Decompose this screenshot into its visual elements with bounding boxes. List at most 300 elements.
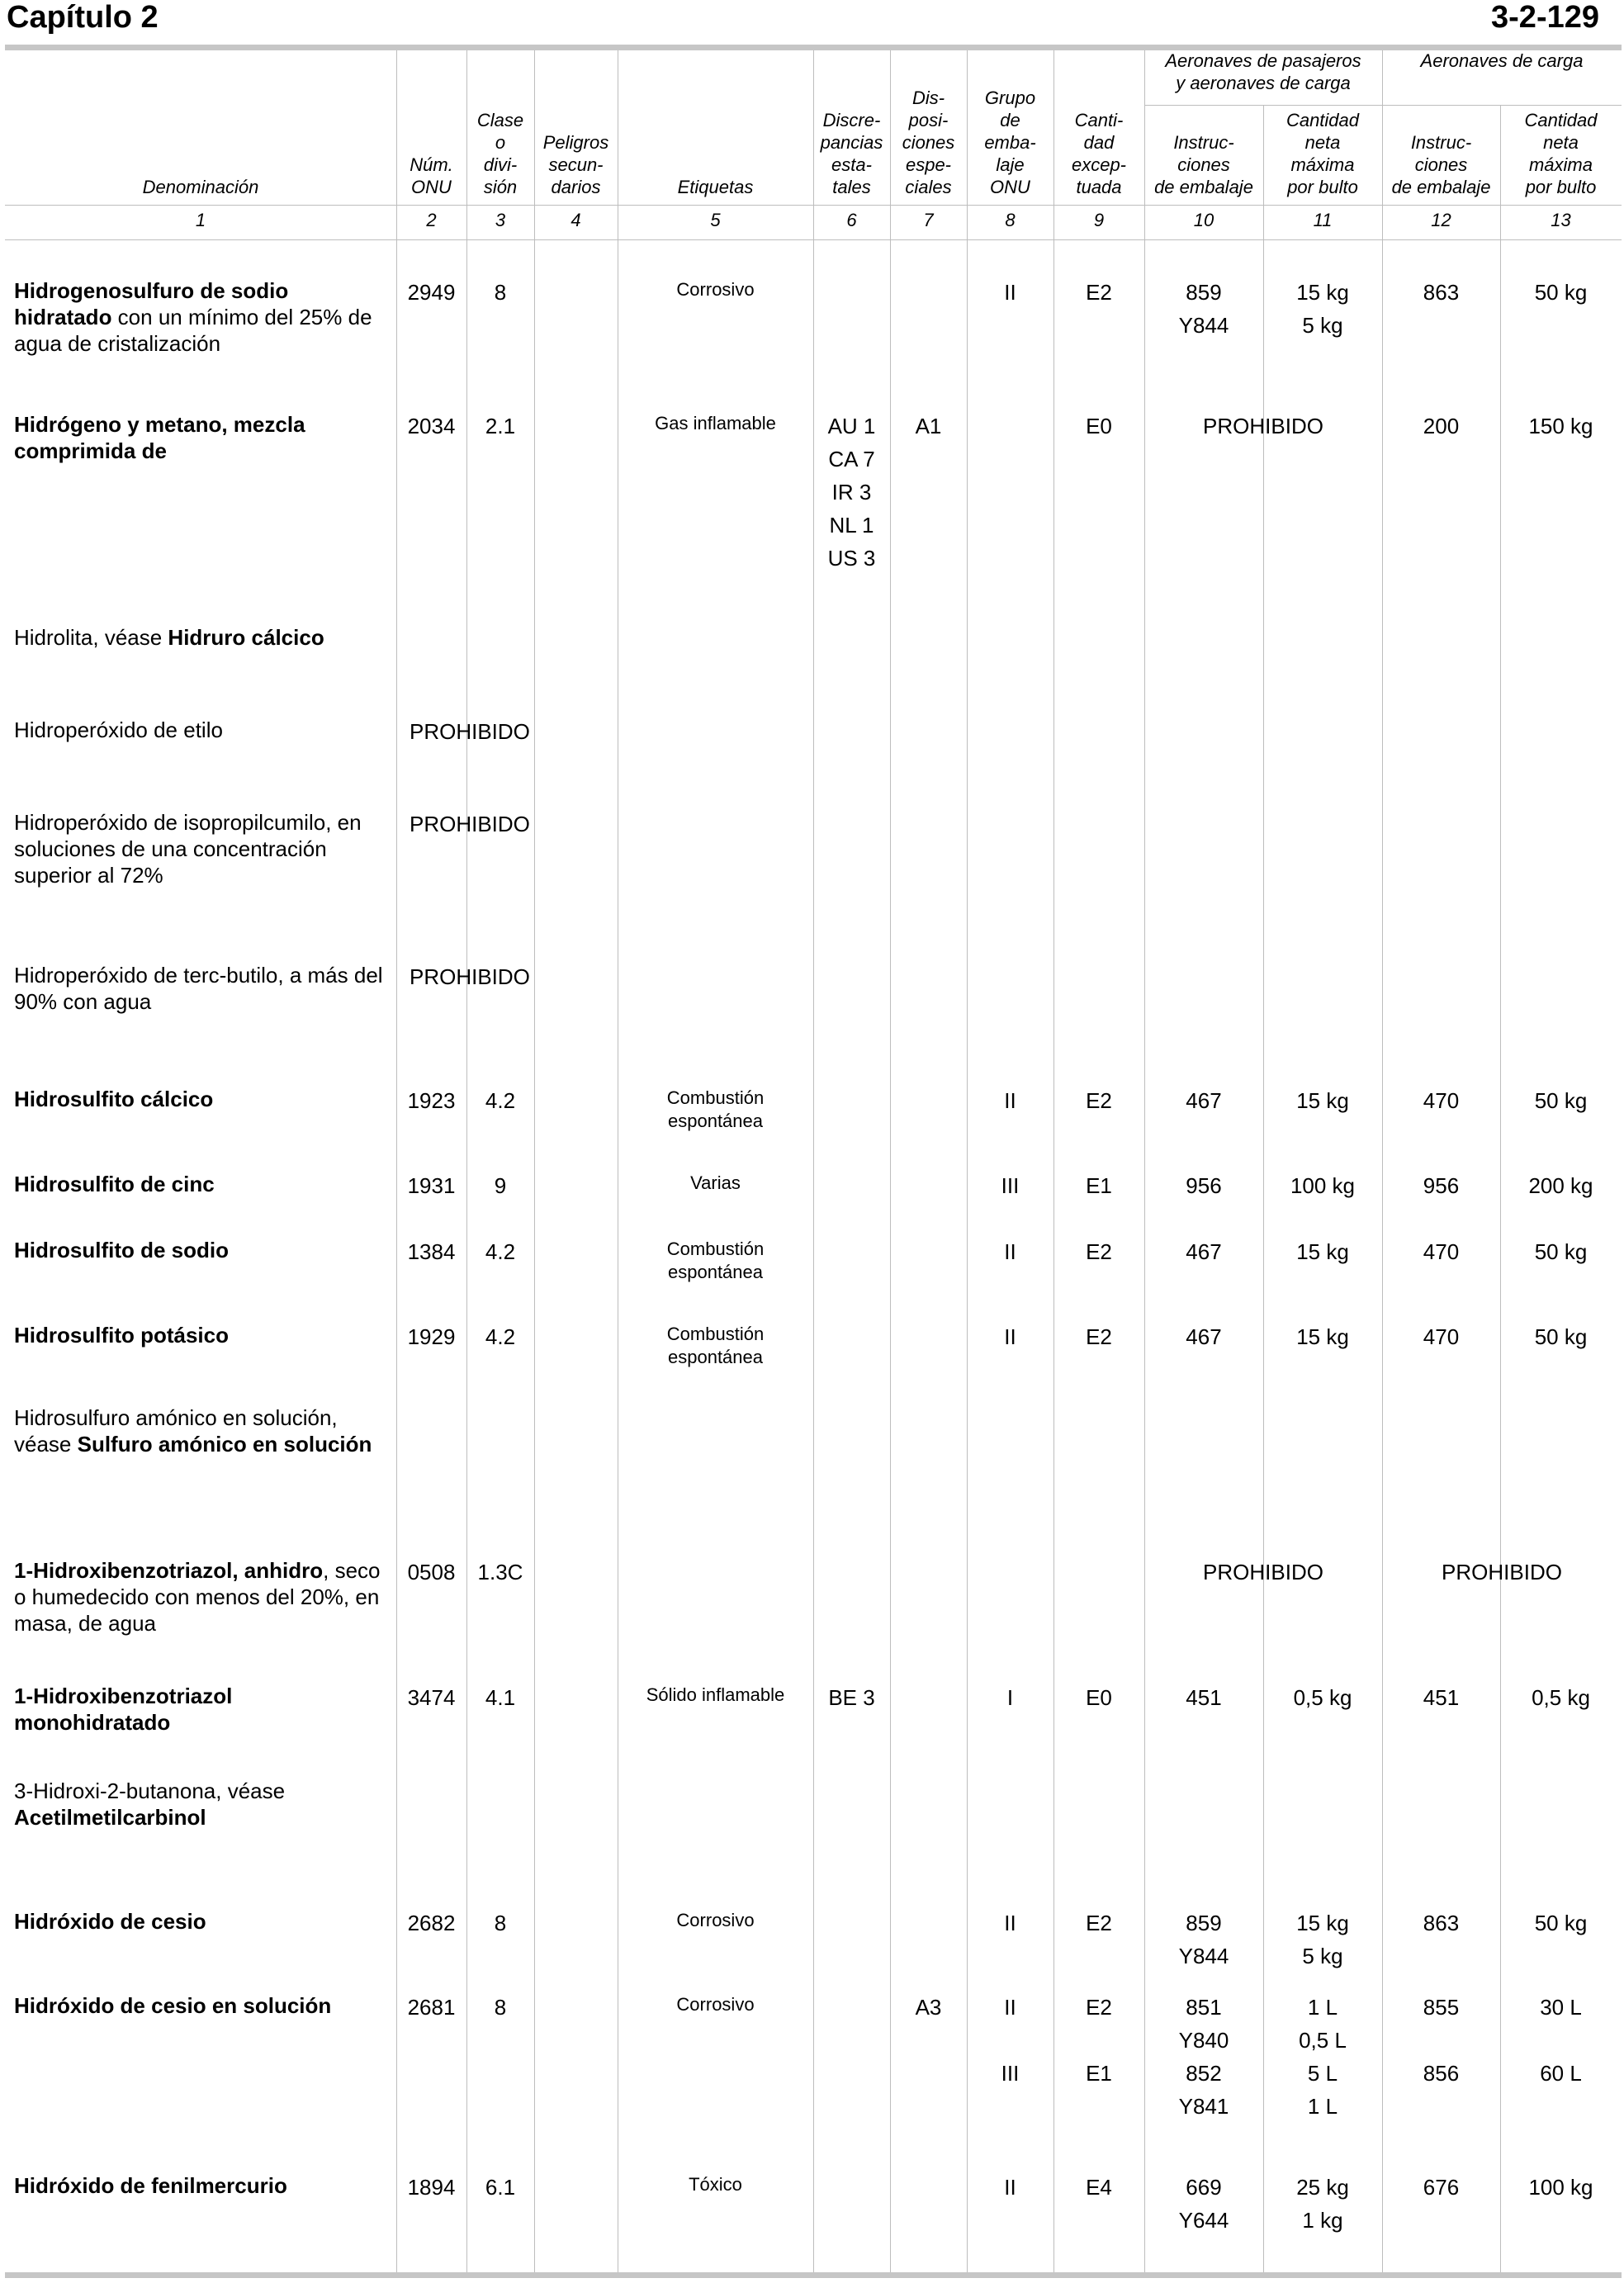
packing-group-line: III [1001,1173,1020,1198]
entry-name [14,624,390,651]
column-header-line: por bulto [1525,177,1597,197]
state-variation-line: IR 3 [831,480,872,504]
column-number: 10 [1193,210,1214,230]
column-header-line: laje [996,154,1025,175]
forbidden-text: PROHIBIDO [410,964,530,989]
hazard-label [618,1172,813,1195]
hazard-label-line: Sólido inflamable [646,1684,785,1705]
pax-max-quantity [1263,2171,1382,2237]
column-header [1382,131,1500,198]
column-header [890,87,967,198]
cao-max-quantity [1500,1991,1622,2090]
column-header-line: secun- [548,154,604,175]
un-number: 1384 [407,1239,456,1264]
entry-name [14,717,390,743]
hazard-label-line: Varias [690,1172,741,1193]
un-number: 0508 [407,1560,456,1584]
pax-packing-instruction [1144,1169,1263,1202]
excepted-quantity-line: E1 [1086,1173,1112,1198]
entry-name [14,809,390,888]
column-header-line: ciales [905,177,952,197]
packing-group [967,1681,1053,1714]
hazard-label-line: Corrosivo [676,1994,755,2015]
state-variation-line: AU 1 [827,414,876,438]
entry-name [14,1086,390,1112]
entry-name-bold: Hidróxido de cesio [14,1909,206,1934]
cao-max-quantity-line: 150 kg [1528,414,1593,438]
column-header-line: divi- [483,154,518,175]
cao-max-quantity-line: 0,5 kg [1532,1685,1590,1710]
column-header-line: de [1000,110,1020,130]
pax-max-quantity-line: 5 kg [1302,313,1343,338]
column-header [1263,109,1382,198]
cao-packing-instruction [1382,276,1500,309]
pax-forbidden-text: PROHIBIDO [1203,414,1323,438]
pax-max-quantity [1263,1169,1382,1202]
column-header [5,176,396,198]
class-division: 4.2 [485,1239,516,1264]
packing-group-line: II [1004,1239,1016,1264]
column-header-line: Denominación [142,177,259,197]
cao-max-quantity [1500,1906,1622,1940]
state-variation-line: US 3 [827,546,876,571]
class-division: 8 [494,1911,507,1935]
class-division: 4.2 [485,1324,516,1349]
cao-packing-instruction [1382,410,1500,443]
group-header-cargo: Aeronaves de carga [1420,50,1584,71]
pax-packing-instruction-line: 859 [1186,280,1222,305]
pax-packing-instruction-line: 852 [1186,2061,1222,2086]
pax-max-quantity-line: 1 L [1307,1995,1338,2020]
column-header-line: máxima [1290,154,1355,175]
cao-max-quantity [1500,1681,1622,1714]
column-header-line: neta [1543,132,1579,153]
entry-name-bold: Hidrosulfito de cinc [14,1172,215,1196]
pax-packing-instruction-line: 859 [1186,1911,1222,1935]
pax-packing-instruction [1144,1906,1263,1973]
packing-group [967,1991,1053,2090]
pax-max-quantity-line: 15 kg [1296,1088,1349,1113]
column-header [1144,131,1263,198]
packing-group-line: II [1004,1995,1016,2020]
cao-max-quantity-line: 50 kg [1534,1088,1588,1113]
cao-forbidden-text: PROHIBIDO [1442,1560,1562,1584]
excepted-quantity-line: E2 [1086,280,1112,305]
entry-name [14,1683,390,1736]
packing-group-line: II [1004,1088,1016,1113]
page-number: 3-2-129 [1491,0,1599,35]
cao-packing-instruction-line: 470 [1423,1324,1460,1349]
column-header-line: ONU [411,177,452,197]
column-header-line: excep- [1071,154,1127,175]
un-number: 1931 [407,1173,456,1198]
excepted-quantity [1053,1681,1144,1714]
column-header-line: esta- [831,154,872,175]
column-header [967,87,1053,198]
cao-max-quantity [1500,1235,1622,1268]
pax-max-quantity-line: 15 kg [1296,280,1349,305]
chapter-title: Capítulo 2 [7,0,159,35]
cao-max-quantity [1500,2171,1622,2204]
hazard-label-line: Combustión [666,1239,765,1259]
column-header-line: Cantidad [1285,110,1360,130]
column-header-line: por bulto [1287,177,1358,197]
packing-group-line: I [1006,1685,1014,1710]
pax-max-quantity [1263,1906,1382,1973]
entry-name [14,411,390,464]
column-number: 13 [1551,210,1571,230]
pax-packing-instruction-line: Y844 [1178,313,1229,338]
cao-packing-instruction [1382,1681,1500,1714]
column-header-line: emba- [984,132,1036,153]
pax-max-quantity [1263,1235,1382,1268]
column-header [813,109,890,198]
packing-group-line [967,2024,1053,2057]
class-division: 1.3C [477,1560,523,1584]
column-number: 5 [710,210,721,230]
column-header-line: o [495,132,506,153]
excepted-quantity [1053,410,1144,443]
pax-packing-instruction-line: Y844 [1178,1944,1229,1968]
column-header-line: Instruc- [1173,132,1234,153]
hazard-label-line: Tóxico [689,2174,742,2195]
entry-name-text: , seco o humedecido con menos del 20%, en masa, de agua [14,1558,381,1636]
group-header-passenger: Aeronaves de pasajeros y aeronaves de carga [1165,50,1361,93]
excepted-quantity-line: E2 [1086,1239,1112,1264]
column-header-line: neta [1304,132,1341,153]
hazard-label [618,1323,813,1369]
cao-packing-instruction-line: 470 [1423,1239,1460,1264]
column-number: 2 [426,210,437,230]
packing-group [967,1084,1053,1117]
hazard-label-line: Combustión [666,1087,765,1108]
entry-name-text: Hidroperóxido de etilo [14,718,223,742]
cao-max-quantity [1500,1320,1622,1353]
pax-packing-instruction-line: 669 [1186,2175,1222,2200]
column-header-line: ciones [1177,154,1230,175]
column-header-line: ciones [1414,154,1468,175]
pax-max-quantity [1263,276,1382,342]
pax-max-quantity-line: 5 L [1307,2061,1338,2086]
excepted-quantity [1053,276,1144,309]
column-header-line: Grupo [984,88,1036,108]
pax-packing-instruction [1144,1991,1263,2123]
cao-max-quantity-line: 50 kg [1534,280,1588,305]
class-division: 2.1 [485,414,516,438]
hazard-label [618,1684,813,1707]
un-number: 2682 [407,1911,456,1935]
hazard-label [618,278,813,301]
entry-name [14,1322,390,1348]
excepted-quantity-line [1053,2024,1144,2057]
cao-packing-instruction-line: 676 [1423,2175,1460,2200]
class-division: 8 [494,1995,507,2020]
hazard-label-line: espontánea [668,1347,763,1367]
un-number: 1894 [407,2175,456,2200]
state-variation [813,1681,890,1714]
hazard-label-line: Corrosivo [676,279,755,300]
pax-forbidden-text: PROHIBIDO [1203,1560,1323,1584]
column-header-line: Peligros [542,132,609,153]
entry-name [14,1404,390,1457]
pax-packing-instruction-line: Y841 [1178,2094,1229,2119]
pax-max-quantity [1263,1991,1382,2123]
column-header-line: Cantidad [1524,110,1598,130]
pax-packing-instruction-line: 956 [1186,1173,1222,1198]
entry-name [14,1557,390,1636]
column-header-line: de embalaje [1154,177,1253,197]
excepted-quantity-line: E2 [1086,1088,1112,1113]
pax-packing-instruction-line: 467 [1186,1239,1222,1264]
entry-name-text: 3-Hidroxi-2-butanona, véase [14,1779,286,1803]
entry-name-bold: Hidrógeno y metano, mezcla comprimida de [14,412,305,463]
pax-packing-instruction [1144,1235,1263,1268]
cao-packing-instruction [1382,1906,1500,1940]
entry-name-bold: Hidróxido de cesio en solución [14,1993,332,2018]
column-number: 7 [923,210,934,230]
pax-max-quantity [1263,1320,1382,1353]
cao-packing-instruction-line: 451 [1423,1685,1460,1710]
cao-packing-instruction [1382,2171,1500,2204]
cao-packing-instruction-line: 863 [1423,280,1460,305]
pax-packing-instruction [1144,276,1263,342]
cao-max-quantity [1500,1169,1622,1202]
pax-packing-instruction-line: 451 [1186,1685,1222,1710]
column-divider [534,50,535,2272]
column-header-line: Núm. [410,154,453,175]
pax-packing-instruction-line: 467 [1186,1324,1222,1349]
pax-max-quantity-line: 1 L [1307,2094,1338,2119]
pax-packing-instruction-line: Y840 [1178,2028,1229,2053]
packing-group [967,1906,1053,1940]
cao-max-quantity-line: 100 kg [1528,2175,1593,2200]
entry-name-text: Hidrolita, véase [14,625,168,650]
class-division: 8 [494,280,507,305]
hazard-label-line: Corrosivo [676,1910,755,1930]
excepted-quantity-line: E1 [1086,2061,1112,2086]
state-variation [813,410,890,575]
cao-max-quantity-line: 50 kg [1534,1324,1588,1349]
column-header-line: Etiquetas [677,177,754,197]
column-header [534,131,618,198]
entry-name-bold: 1-Hidroxibenzotriazol, anhidro [14,1558,324,1583]
excepted-quantity-line: E2 [1086,1911,1112,1935]
entry-name-bold: Hidrosulfito cálcico [14,1087,214,1111]
packing-group-line: II [1004,1911,1016,1935]
column-header-line: ONU [990,177,1030,197]
packing-group [967,2171,1053,2204]
cao-max-quantity-line: 60 L [1540,2061,1582,2086]
cao-packing-instruction-line: 200 [1423,414,1460,438]
state-variation-line: CA 7 [828,447,875,471]
column-number: 9 [1093,210,1105,230]
pax-max-quantity-line: 5 kg [1302,1944,1343,1968]
column-number: 12 [1431,210,1451,230]
pax-packing-instruction [1144,2171,1263,2237]
excepted-quantity-line: E4 [1086,2175,1112,2200]
entry-name-bold: Hidróxido de fenilmercurio [14,2173,287,2198]
cao-packing-instruction-line [1382,2024,1500,2057]
excepted-quantity-line: E2 [1086,1324,1112,1349]
column-divider [813,50,814,2272]
packing-group-line: II [1004,1324,1016,1349]
excepted-quantity [1053,1991,1144,2090]
entry-name-bold: Hidrosulfito potásico [14,1323,229,1348]
special-provision: A3 [915,1995,942,2020]
cao-packing-instruction-line: 956 [1423,1173,1460,1198]
pax-packing-instruction-line: 467 [1186,1088,1222,1113]
cao-max-quantity-line: 30 L [1540,1995,1582,2020]
entry-name-bold: Acetilmetilcarbinol [14,1805,206,1830]
pax-max-quantity-line: 25 kg [1296,2175,1349,2200]
hazard-label-line: espontánea [668,1111,763,1131]
forbidden-text: PROHIBIDO [410,812,530,836]
excepted-quantity [1053,2171,1144,2204]
pax-max-quantity-line: 15 kg [1296,1324,1349,1349]
entry-name [14,2172,390,2199]
column-header-line: darios [551,177,601,197]
entry-name-bold: Hidrogenosulfuro de sodio hidratado [14,278,289,329]
entry-name-bold: Hidruro cálcico [168,625,324,650]
pax-packing-instruction-line: 851 [1186,1995,1222,2020]
column-header-line: Canti- [1074,110,1124,130]
un-number: 1923 [407,1088,456,1113]
entry-name [14,1237,390,1263]
packing-group-line: III [1001,2061,1020,2086]
class-division: 9 [494,1173,507,1198]
packing-group [967,276,1053,309]
packing-group-line: II [1004,2175,1016,2200]
column-header [1053,109,1144,198]
forbidden-text: PROHIBIDO [410,719,530,744]
hazard-label [618,1909,813,1932]
excepted-quantity [1053,1084,1144,1117]
column-header-line: tales [832,177,871,197]
pax-packing-instruction [1144,1084,1263,1117]
entry-name [14,1171,390,1197]
entry-name-bold: Hidrosulfito de sodio [14,1238,229,1262]
entry-name [14,1908,390,1935]
un-number: 2949 [407,280,456,305]
column-header-line: ciones [902,132,955,153]
pax-packing-instruction [1144,1320,1263,1353]
column-header [396,154,466,198]
un-number: 1929 [407,1324,456,1349]
hazard-label [618,1238,813,1284]
entry-name-text: Hidroperóxido de isopropilcumilo, en soluciones de una concentración superior al 72% [14,810,362,888]
entry-name-text: Hidrosulfuro amónico en solución, véase [14,1405,338,1456]
column-number: 3 [495,210,506,230]
cao-max-quantity [1500,276,1622,309]
cao-packing-instruction [1382,1320,1500,1353]
hazard-label [618,1993,813,2016]
pax-max-quantity-line: 1 kg [1302,2208,1343,2233]
cao-packing-instruction [1382,1991,1500,2090]
column-header [1500,109,1622,198]
column-divider [890,50,891,2272]
excepted-quantity [1053,1320,1144,1353]
excepted-quantity [1053,1906,1144,1940]
column-header-line: tuada [1076,177,1122,197]
pax-max-quantity-line: 15 kg [1296,1911,1349,1935]
packing-group [967,1320,1053,1353]
special-provision: A1 [915,414,942,438]
excepted-quantity-line: E2 [1086,1995,1112,2020]
excepted-quantity-line: E0 [1086,1685,1112,1710]
hazard-label-line: Gas inflamable [655,413,776,433]
packing-group [967,1169,1053,1202]
cao-max-quantity-line [1500,2024,1622,2057]
pax-max-quantity-line: 0,5 L [1299,2028,1347,2053]
cao-max-quantity-line: 50 kg [1534,1911,1588,1935]
column-number: 4 [571,210,581,230]
hazard-label [618,1087,813,1133]
class-division: 4.2 [485,1088,516,1113]
cao-packing-instruction-line: 856 [1423,2061,1460,2086]
packing-group-line: II [1004,280,1016,305]
column-header-line: posi- [908,110,949,130]
header-group-divider [1144,105,1622,106]
column-header-line: Discre- [822,110,881,130]
packing-group [967,1235,1053,1268]
class-division: 4.1 [485,1685,516,1710]
un-number: 2034 [407,414,456,438]
excepted-quantity [1053,1235,1144,1268]
cao-packing-instruction-line: 855 [1423,1995,1460,2020]
column-header [618,176,813,198]
column-header-line: pancias [820,132,883,153]
cao-packing-instruction-line: 863 [1423,1911,1460,1935]
cao-max-quantity-line: 200 kg [1528,1173,1593,1198]
state-variation-line: NL 1 [829,513,874,538]
cao-max-quantity-line: 50 kg [1534,1239,1588,1264]
pax-max-quantity [1263,1681,1382,1714]
state-variation-line: BE 3 [828,1685,875,1710]
entry-name-text: Hidroperóxido de terc-butilo, a más del 90% con agua [14,963,383,1014]
entry-name-bold: Sulfuro amónico en solución [77,1432,372,1456]
entry-name [14,1992,390,2019]
entry-name [14,277,390,357]
column-number: 8 [1005,210,1016,230]
column-header-line: dad [1083,132,1115,153]
column-header [466,109,534,198]
pax-packing-instruction-line: Y644 [1178,2208,1229,2233]
column-header-line: sión [483,177,518,197]
cao-packing-instruction [1382,1084,1500,1117]
hazard-label-line: Combustión [666,1324,765,1344]
column-header-line: Dis- [911,88,945,108]
entry-name [14,1778,390,1831]
header-divider [5,205,1622,206]
column-number: 6 [846,210,857,230]
column-header-line: Instruc- [1410,132,1472,153]
pax-max-quantity-line: 100 kg [1290,1173,1356,1198]
entry-name [14,962,390,1015]
hazard-label [618,2173,813,2196]
column-header-line: Clase [476,110,524,130]
cao-max-quantity [1500,1084,1622,1117]
un-number: 3474 [407,1685,456,1710]
cao-packing-instruction [1382,1169,1500,1202]
column-number: 11 [1313,210,1333,230]
pax-packing-instruction [1144,1681,1263,1714]
class-division: 6.1 [485,2175,516,2200]
pax-max-quantity [1263,1084,1382,1117]
pax-max-quantity-line: 0,5 kg [1293,1685,1352,1710]
un-number: 2681 [407,1995,456,2020]
hazard-label-line: espontánea [668,1262,763,1282]
bottom-rule [5,2272,1622,2278]
